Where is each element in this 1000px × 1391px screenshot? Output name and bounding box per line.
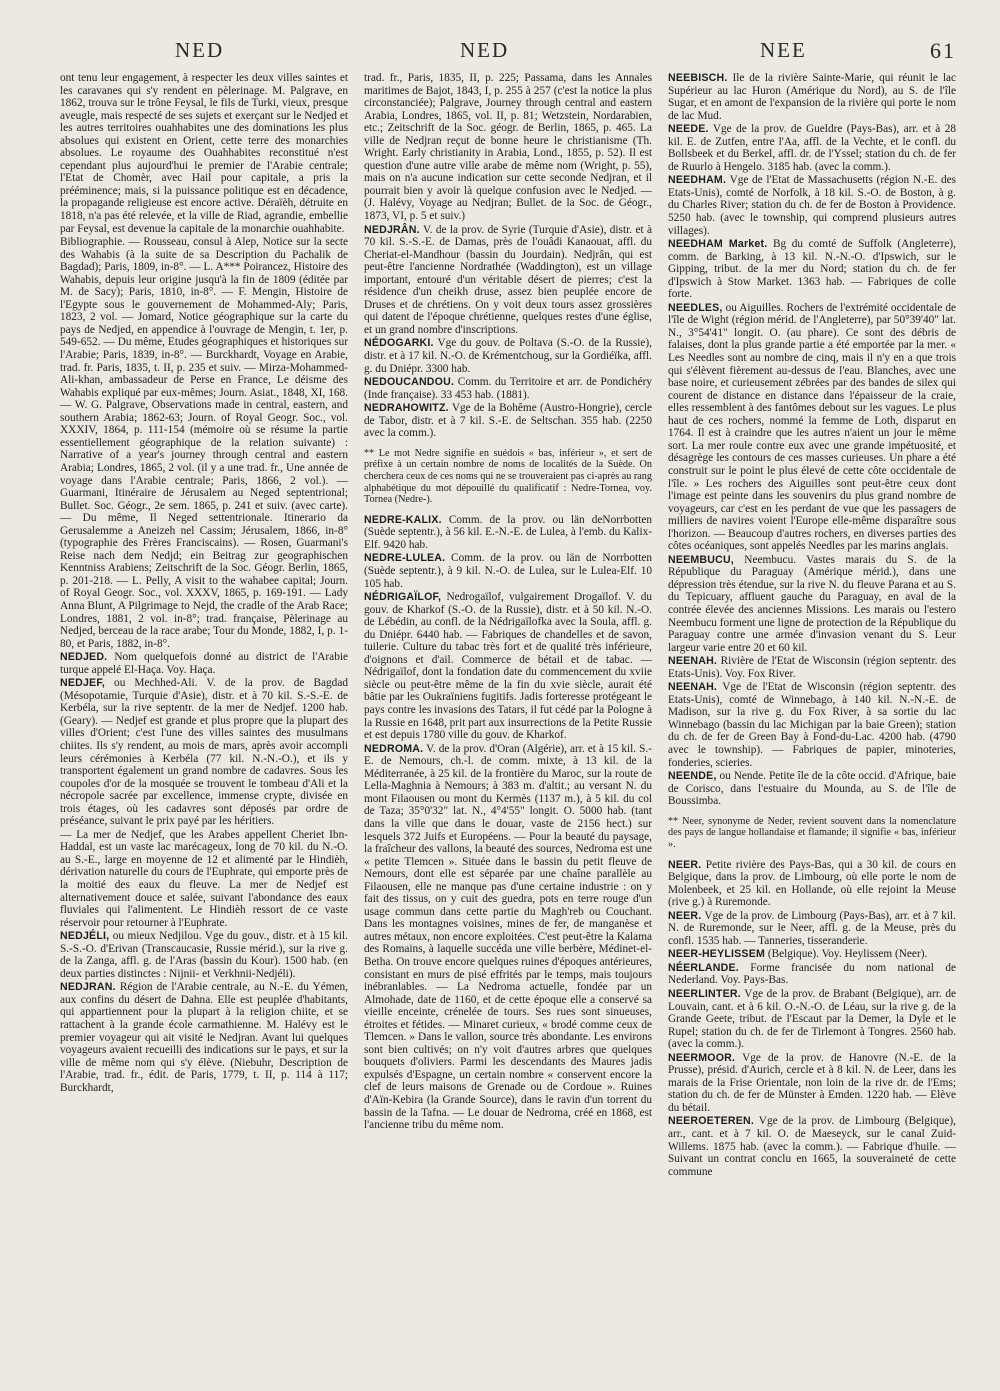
dictionary-entry [668,1052,956,1115]
entry-headword: NEEDHAM Market. [668,238,768,251]
entry-text: Vge de la prov. de Limbourg (Pays-Bas), arr. et à 7 kil. N. de Ruremonde, sur le Neer, affl. g. de la Meuse, près du confl. 1535 hab. — Tanneries, tisseranderie. [668,909,956,947]
entry-text: Comm. de la prov. ou län de Norrbotten (Suède septentr.), à 9 kil. N.-O. de Lulea, sur le Lulea-Elf. 10 105 hab. [364,552,652,590]
entry-text: Vge de la prov. de Brabant (Belgique), arr. de Louvain, cant. et à 6 kil. O.-N.-O. de Léau, sur la rive g. de la Grande Geete, tribut. de l'Escaut par la Demer, la Dyle et le Rupel; station du ch. de fer de Tirlemont à Tongres. 2560 hab. (avec la comm.). [668,987,956,1051]
entry-headword: NEENAH. [668,655,718,668]
entry-headword: NEDJÉLI, [60,930,110,943]
entry-headword: NEDROMA. [364,742,424,755]
dictionary-entry [364,591,652,742]
entry-text: ou Aiguilles. Rochers de l'extrémité occidentale de l'île de Wight (région mérid. de l'Angleterre), par 50°39'40" lat. N., 3°54'41" longit. O. (au phare). Ce sont des débris de falaises, dont la plus grande partie a été emportée par la mer. « Les Needles sont au nombre de cinq, mais il n'y en a que trois qui s'élèvent fièrement au-dessus de l'eau. Blanches, avec une base noire, et curieusement zébrées par des bandes de silex qui courent de distance en distance dans l'épaisseur de la craie, elles ressemblent à des fantômes debout sur les vagues. Le plus haut de ces rochers, nommé la femme de Loth, disparut en 1764. Il est à craindre que les autres n'aient un jour le même sort. La mer roule contre eux avec une grande impétuosité, et désagrège les contours de ces masses curieuses. Un phare a été construit sur le point le plus élevé de cette côte occidentale de l'île. » Les rochers des Aiguilles sont peut-être ceux dont l'image est peinte dans les souvenirs du plus grand nombre de voyageurs, car c'est en les perdant de vue que les passagers de milliers de navires voient l'Europe elle-même disparaître sous l'horizon. — Beaucoup d'autres rochers, en diverses parties des côtes océaniques, sont appelés Needles par les marins anglais. [668,301,956,553]
dictionary-entry [60,930,348,980]
dictionary-entry [668,859,956,909]
dictionary-entry [364,552,652,590]
dictionary-entry [364,376,652,401]
entry-text: ou Nende. Petite île de la côte occid. d'Afrique, baie de Corisco, dans l'estuaire du Mounda, au S. de l'île de Boussimba. [668,770,956,808]
page-header [60,38,956,72]
entry-text: (Belgique). Voy. Heylissem (Neer). [767,948,928,961]
entry-text: V. de la prov. d'Oran (Algérie), arr. et à 15 kil. S.-E. de Nemours, ch.-l. de comm. mixte, à 13 kil. de la Méditerranée, à 25 kil. de la frontière du Maroc, sur la route de Lella-Maghnia à Nemours; à 383 m. d'altit.; au versant N. du mont Filaousen ou mont du Kermès (1137 m.), à 5 kil. du col de Taza; 35°0'32" lat. N., 4°4'55" longit. O. 5000 hab. (tant dans la ville que dans le douar, vaste de 2156 hect.) sur lesquels 372 Juifs et Européens. — Pour la beauté du paysage, la fraîcheur des vallons, la beauté des sources, Nedroma est une « petite Tlemcen ». Située dans le bassin du petit fleuve de Nemours, dont elle est séparée par une chaîne parallèle au Filaousen, elle ne manque pas d'une certaine industrie : on y fait des tissus, on y cuit des guedra, pots en terre rouge d'un usage commun dans cette partie du Magh'reb ou Couchant. Dans les montagnes voisines, mines de fer, de manganèse et autres métaux, non encore exploitées. C'est peut-être la Kalama des Romains, à laquelle succéda une ville berbère, Médinet-el-Betha. On trouve encore quelques ruines d'époques antérieures, consistant en murs de pisé effrités par le temps, mais toujours inébranlables. — La Nedroma actuelle, fondée par un Almohade, date de 1160, et de cette époque elle a conservé sa vieille enceinte, crénelée de tours. Ses rues sont sinueuses, étroites et fétides. — Minaret curieux, « brodé comme ceux de Tlemcen. » Dans le vallon, source très abondante. Les environs sont bien cultivés; on n'y voit d'autres arbres que quelques bouquets d'oliviers. Parmi les descendants des Maures jadis expulsés d'Espagne, un certain nombre « conservent encore la clef de leurs maisons de Grenade ou de Cordoue ». Ruines d'Aïn-Kebira (la Grande Source), dans le ravin d'un torrent du bassin de la Tafna. — Le douar de Nedroma, créé en 1868, est l'ancienne tribu du même nom. [364,742,652,1132]
dictionary-entry [668,948,956,961]
entry-headword: NEERLINTER. [668,987,741,1000]
dictionary-entry [364,337,652,375]
entry-headword: NEEROETEREN. [668,1115,754,1128]
entry-text: Forme francisée du nom national de Nederland. Voy. Pays-Bas. [668,961,956,987]
column-2 [364,72,652,1382]
dictionary-entry [60,651,348,676]
entry-headword: NÉDRIGAÏLOF, [364,591,442,604]
entry-text: — La mer de Nedjef, que les Arabes appellent Cheriet Ibn-Haddal, est un vaste lac marécageux, long de 70 kil. du N.-O. au S.-E., large en moyenne de 12 et alimenté par le Hindièh, dérivation naturelle du cours de l'Euphrate, qui emporte près de la moitié des eaux du fleuve. La mer de Nedjef est alternativement douce et salée, suivant l'abondance des eaux fluviales qui l'alimentent. Le Hindièh ressort de ce vaste réservoir pour retourner à l'Euphrate. [60,828,348,929]
entry-text: Neembucu. Vastes marais du S. de la République du Paraguay (Amérique mérid.), dans une dépression très étendue, sur la rive N. du fleuve Parana et au S. du Tepicuary, affluent gauche du Paraguay, en aval de la contrée élevée des anciennes Missions. Les marais ou l'estero Neembucu forment une ligne de protection de la République du Paraguay contre une armée d'invasion venant du S. Leur largeur varie entre 20 et 60 kil. [668,553,956,654]
entry-headword: NEDJRAN. [60,981,116,994]
dictionary-entry [668,655,956,680]
entry-text: Bg du comté de Suffolk (Angleterre), comm. de Barking, à 13 kil. N.-N.-O. d'Ipswich, sur le Gipping, tribut. de la mer du Nord; station du ch. de fer d'Ipswich à Stow Market. 1363 hab. — Fabriques de colle forte. [668,238,956,301]
entry-headword: NEDOUCANDOU. [364,376,455,389]
entry-headword: NÉERLANDE. [668,961,739,974]
entry-text: Vge de l'Etat de Massachusetts (région N.-E. des Etats-Unis), comté de Norfolk, à 18 kil. S.-O. de Boston, à g. du Charles River; station du ch. de fer de Boston à Providence. 5250 hab. (avec le township, qui comprend plusieurs autres villages). [668,174,956,237]
running-head-center: NED [460,38,510,62]
dictionary-entry [364,402,652,440]
entry-text: ** Neer, synonyme de Neder, revient souvent dans la nomenclature des pays de langue hollandaise et flamande; il signifie « bas, inférieur ». [668,815,956,850]
running-head-left: NED [175,38,225,62]
entry-text: ** Le mot Nedre signifie en suédois « bas, inférieur », et sert de préfixe à un certain nombre de noms de localités de la Suède. On cherchera ceux de ces noms qui ne se trouveraient pas ci-après au rang alphabétique du mot dépouillé du qualificatif : Nedre-Tornea, voy. Tornea (Nedre-). [364,447,652,506]
dictionary-entry [668,988,956,1051]
entry-headword: NEEMBUCU, [668,553,734,566]
dictionary-entry [60,72,348,235]
entry-headword: NEERMOOR. [668,1051,736,1064]
entry-headword: NEDJEF, [60,677,105,690]
entry-text: Vge de l'Etat de Wisconsin (région septentr. des Etats-Unis), comté de Winnebago, à 140 kil. N.-N.-E. de Madison, sur la rive g. du Fox River, à sa sortie du lac Winnebago (bassin du lac Michigan par la baie Green); station du ch. de fer de Green Bay à Fond-du-Lac. 4200 hab. (4790 avec le township). — Fabriques de papier, minoteries, fonderies, scieries. [668,681,956,769]
entry-text: Vge de la prov. de Hanovre (N.-E. de la Prusse), présid. d'Aurich, cercle et à 8 kil. N. de Leer, dans les marais de la Frise Orientale, non loin de la rive dr. de l'Ems; station du ch. de fer de Münster à Emden. 1220 hab. — Elève du bétail. [668,1051,956,1114]
entry-headword: NEENAH. [668,681,718,694]
entry-headword: NEEDE. [668,123,709,136]
dictionary-entry [668,123,956,173]
entry-headword: NEER. [668,858,702,871]
dictionary-entry [668,174,956,237]
dictionary-entry [668,302,956,553]
entry-headword: NEEBISCH. [668,72,728,84]
entry-headword: NEDRAHOWITZ. [364,402,449,415]
entry-text: ont tenu leur engagement, à respecter les deux villes saintes et les caravanes qui s'y rendent en pèlerinage. M. Palgrave, en 1862, trouva sur le trône Feysal, le fils de Turki, vieux, presque aveugle, mais respecté de ses sujets et exerçant sur le Nedjed et les autres territoires ouahhabites une des dominations les plus absolues qui existent en Orient, cette terre des monarchies absolues. Le royaume des Ouahhabites reconstitué n'est cependant plus aujourd'hui le premier de l'Arabie centrale; l'Etat de Chomèr, avec Hail pour capitale, a pris la prééminence; mais, si la puissance politique est en décadence, la propagande religieuse est encore active. Déraïèh, détruite en 1818, n'a pas été relevée, et la ville de Riad, agrandie, embellie par Feysal, est devenue la capitale de la monarchie ouahhabite. [60,72,348,235]
entry-text: Bibliographie. — Rousseau, consul à Alep, Notice sur la secte des Wahabis (à la suite de sa Description du Pachalik de Bagdad); Paris, 1809, in-8°. — L. A*** Poirancez, Histoire des Wahabis, depuis leur origine jusqu'à la fin de 1809 (éditée par M. de Sacy); Paris, 1810, in-8°. — F. Mengin, Histoire de l'Egypte sous le gouvernement de Mohammed-Aly; Paris, 1823, 2 vol. — Jomard, Notice géographique sur la carte du pays de Nedjed, en appendice à l'ouvrage de Mengin, t. 1er, p. 549-652. — Du même, Etudes géographiques et historiques sur l'Arabie; Paris, 1839, in-8°. — Burckhardt, Voyage en Arabie, trad. fr. Paris, 1835, t. II, p. 235 et suiv. — Mirza-Mohammed-Ali-khan, ambassadeur de Perse en France, Le déisme des Wahabis expliqué par eux-mêmes; Journ. Asiat., 1848, XI, 168. — W. G. Palgrave, Observations made in central, eastern, and southern Arabia; 1862-63; Journ. of Royal Geogr. Soc., vol. XXXIV, 1864, p. 111-154 (mémoire où se résume la partie essentiellement géographique de la relation suivante) : Narrative of a year's journey through central and eastern Arabia; Londres, 1865, 2 vol. (il y a une trad. fr., Une année de voyage dans l'Arabie centrale; Paris, 1866, 2 vol.). — Guarmani, Itinéraire de Jérusalem au Neged septentrional; Bullet. Soc. Géogr., 2e sem. 1865, p. 241 et suiv. (avec carte). — Du même, Il Neged settentrionale. Itinerario da Gerusalemme a Aneizeh nel Cassim; Jérusalem, 1866, in-8° (typographie des Frères Franciscains). — Rosen, Guarmani's Reise nach dem Nedjd; ein Beitrag zur geographischen Kenntniss Arabiens; Zeitschrift de la Soc. Géogr. Berlin, 1865, p. 201-218. — L. Pelly, A visit to the wahabee capital; Journ. of Royal Geogr. Soc., vol. XXXV, 1865, p. 169-191. — Lady Anna Blunt, A Pilgrimage to Nejd, the cradle of the Arab Race; Londres, 1881, 2 vol. in-8°; trad. française, Pèlerinage au Nedjed, berceau de la race arabe; Tour du Monde, 1882, I, p. 1-80, et Paris, 1882, in-8°. [60,236,348,650]
dictionary-entry [364,224,652,337]
entry-text: Vge de la prov. de Gueldre (Pays-Bas), arr. et à 28 kil. E. de Zutfen, entre l'Aa, affl. de la Vechte, et le confl. du Bollsbeek et du Berkel, affl. dr. de l'Yssel; station du ch. de fer de Ruurlo à Hengelo. 3185 hab. (avec la comm.). [668,123,956,173]
dictionary-entry [668,1115,956,1178]
entry-headword: NEENDE, [668,770,717,783]
entry-text: Vge du gouv. de Poltava (S.-O. de la Russie), distr. et à 17 kil. N.-O. de Krémentchoug, sur la Gordiéïka, affl. g. du Dniépr. 3300 hab. [364,337,652,375]
running-head-right: NEE [760,38,807,62]
column-3 [668,72,956,1382]
entry-headword: NEDRE-KALIX. [364,513,442,526]
entry-headword: NEDJED. [60,651,108,664]
dictionary-entry [60,829,348,929]
dictionary-entry [60,677,348,828]
entry-text: Comm. du Territoire et arr. de Pondichéry (Inde française). 33 453 hab. (1881). [364,376,652,401]
entry-text: Vge de la prov. de Limbourg (Belgique), arr., cant. et à 7 kil. O. de Maeseyck, sur le canal Zuid-Willems. 1875 hab. (avec la comm.). — Fabrique d'huile. — Suivant un contrat conclu en 1665, la souveraineté de cette commune [668,1115,956,1178]
editorial-note [668,816,956,851]
dictionary-entry [364,514,652,552]
entry-text: Ile de la rivière Sainte-Marie, qui réunit le lac Supérieur au lac Huron (Amérique du Nord), au S. de l'île Sugar, et en amont de l'expansion de la rivière qui porte le nom de lac Mud. [668,72,956,122]
entry-text: Nedrogaïlof, vulgairement Drogaïlof. V. du gouv. de Kharkof (S.-O. de la Russie), distr. et à 50 kil. N.-O. de Lébédin, au confl. de la Nédrigaïlofka avec la Soula, affl. g. du Dniépr. 6440 hab. — Fabriques de chandelles et de savon, tuilerie. Culture du tabac très fort et de qualité très inférieure, d'oignons et d'ail. Commerce de bétail et de tabac. — Nédrigaïlof, dont la fondation date du commencement du xviie siècle ou peut-être même de la fin du xvie siècle, aurait été bâtie par les Oukraïniens fugitifs. Jadis forteresse protégeant le pays contre les invasions des Tatars, il fut cédé par la Pologne à la Russie en 1648, prit part aux insurrections de la Petite Russie et est depuis 1780 ville du gouv. de Kharkof. [364,591,652,742]
entry-text: trad. fr., Paris, 1835, II, p. 225; Passama, dans les Annales maritimes de Bajot, 1843, I, p. 255 à 257 (c'est la notice la plus circonstanciée); Palgrave, Journey through central and eastern Arabia, Londres, 1865, vol. II, p. 81; Wetzstein, Nordarabien, etc.; Zeitschrift de la Soc. géogr. de Berlin, 1865, p. 465. La ville de Nedjran reçut de bonne heure le christianisme (Th. Wright. Early christianity in Arabia, Lond., 1855, p. 52). Il est question d'une autre ville arabe de même nom (Wright, p. 55), mais on n'a aucune indication sur cette seconde Nedjran, et il pourrait bien y avoir là quelque confusion avec le Nedjed. — (J. Halévy, Voyage au Nedjran; Bullet. de la Soc. de Géogr., 1873, VI, p. 5 et suiv.) [364,72,652,223]
dictionary-entry [668,770,956,808]
entry-text: ou Mechhed-Ali. V. de la prov. de Bagdad (Mésopotamie, Turquie d'Asie), distr. et à 70 kil. S.-S.-E. de Kerbéla, sur la rive septentr. de la mer de Nedjef. 1200 hab. (Geary). — Nedjef est grande et plus propre que la plupart des villes d'Orient; c'est l'une des villes saintes des musulmans chiites. Ils s'y rendent, au mois de mars, après avoir accompli leurs cérémonies à Kerbéla (77 kil. N.-N.-O.), et ils y transportent également un grand nombre de cadavres. Sous les coupoles d'or de la mosquée se trouvent le tombeau d'Ali et la nécropole sacrée par excellence, immense crypte, divisée en trois étages, où les cadavres sont déposés par ordre de préséance, suivant le prix payé par les héritiers. [60,677,348,828]
dictionary-entry [668,72,956,122]
dictionary-entry [364,72,652,223]
dictionary-entry [668,681,956,769]
entry-text: V. de la prov. de Syrie (Turquie d'Asie), distr. et à 70 kil. S.-S.-E. de Damas, près de l'ouâdi Kanaouat, affl. du Cheriat-el-Mandhour (bassin du Jourdain). Nedjrân, qui est peut-être l'ancienne Nordrathée (Waddington), est un village important, entouré d'un véritable désert de pierres; c'est la résidence d'un cheikh druse, assez bien peuplée encore de Druses et de chrétiens. On y voit deux tours assez grossières qui datent de l'époque chrétienne, quelques restes d'une église, et un grand nombre d'inscriptions. [364,223,652,336]
dictionary-entry [60,236,348,650]
dictionary-entry [668,554,956,654]
entry-text: Nom quelquefois donné au district de l'Arabie turque appelé El-Haça. Voy. Haça. [60,651,348,676]
page-number: 61 [930,38,956,63]
dictionary-entry [668,962,956,987]
entry-headword: NEEDHAM. [668,174,727,187]
entry-text: Vge de la Bohême (Austro-Hongrie), cercle de Tabor, distr. et à 7 kil. S.-E. de Seltschan. 355 hab. (2250 avec la comm.). [364,402,652,440]
editorial-note [364,448,652,506]
dictionary-entry [364,743,652,1132]
entry-headword: NEEDLES, [668,301,723,314]
entry-text: ou mieux Nedjilou. Vge du gouv., distr. et à 15 kil. S.-S.-O. d'Erivan (Transcaucasie, Russie mérid.), sur la rive g. de la Zanga, affl. g. de l'Aras (bassin du Kour). 1500 hab. (en deux parties distinctes : Nijnii- et Verkhnii-Nedjéli). [60,930,348,980]
entry-headword: NEER-HEYLISSEM [668,948,765,961]
entry-headword: NEER. [668,909,702,922]
entry-text: Rivière de l'Etat de Wisconsin (région septentr. des Etats-Unis). Voy. Fox River. [668,655,956,680]
dictionary-entry [668,238,956,301]
entry-headword: NEDRE-LULEA. [364,552,446,565]
text-columns [60,72,956,1382]
entry-headword: NÉDOGARKI. [364,337,434,350]
entry-text: Région de l'Arabie centrale, au N.-E. du Yémen, aux confins du désert de Dahna. Elle est peuplée d'habitants, qui appartiennent pour la plupart à la religion chiite, et se rattachent à la grande école carmathienne. M. Halévy est le premier voyageur qui ait visité le Nedjran. Avant lui quelques voyageurs avaient recueilli des indications sur le pays, et sur la ville de même nom qui s'y élève. (Niebuhr, Description de l'Arabie, trad. fr., édit. de Paris, 1779, t. II, p. 114 à 117; Burckhardt, [60,981,348,1094]
entry-headword: NEDJRÂN. [364,223,420,236]
dictionary-entry [668,910,956,948]
column-1 [60,72,348,1382]
entry-text: Petite rivière des Pays-Bas, qui a 30 kil. de cours en Belgique, dans la prov. de Limbourg, où elle porte le nom de Molenbeek, et 25 kil. en Hollande, où elle rejoint la Meuse (rive g.) à Ruremonde. [668,858,956,909]
dictionary-entry [60,981,348,1094]
entry-text: Comm. de la prov. ou län deNorrbotten (Suède septentr.), à 56 kil. E.-N.-E. de Lulea, à l'emb. du Kalix-Elf. 9420 hab. [364,513,652,551]
